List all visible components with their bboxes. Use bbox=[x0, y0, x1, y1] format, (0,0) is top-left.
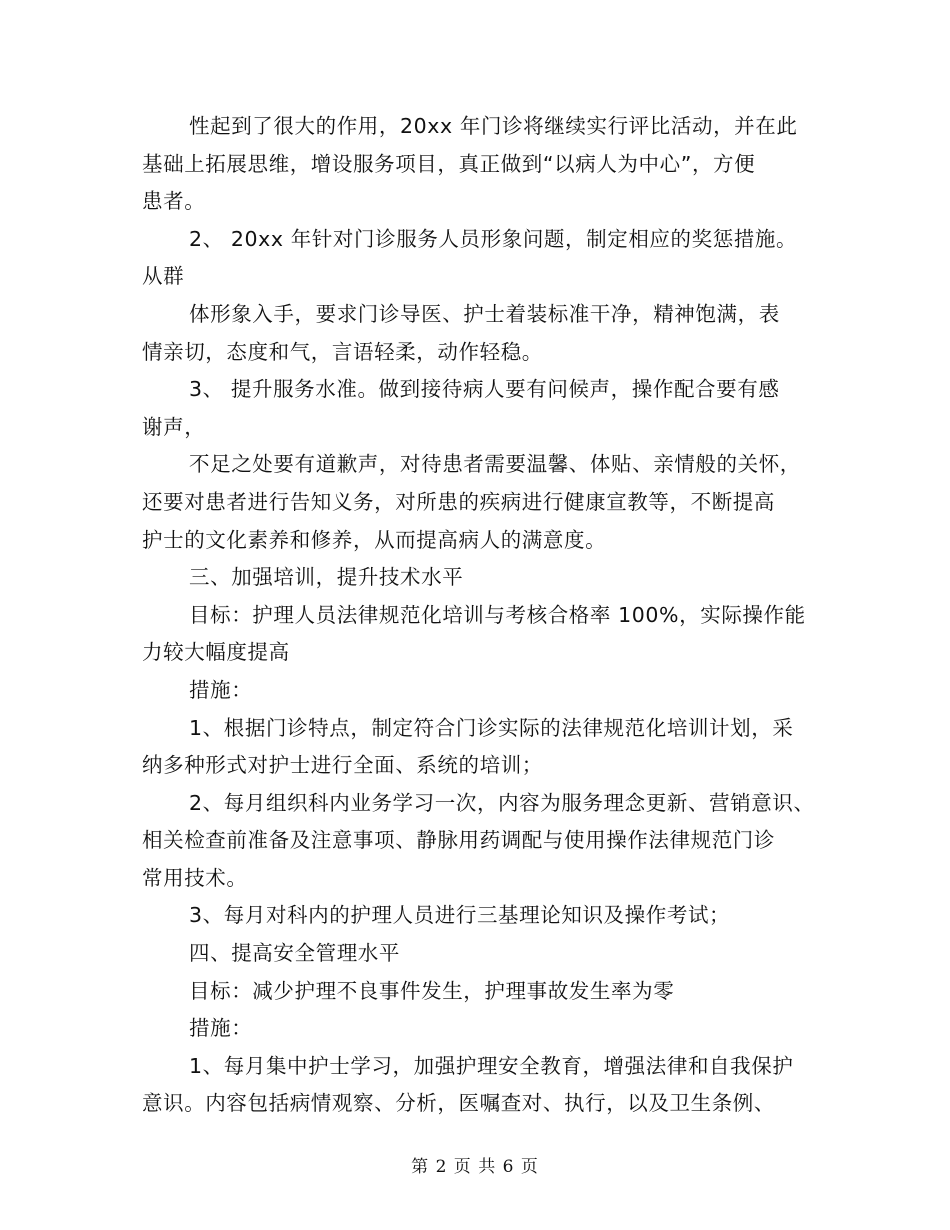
paragraph-line: 性起到了很大的作用，20xx 年门诊将继续实行评比活动，并在此 bbox=[189, 114, 798, 138]
section-heading: 四、提高安全管理水平 bbox=[189, 941, 400, 966]
paragraph-line: 还要对患者进行告知义务，对所患的疾病进行健康宣教等，不断提高 bbox=[142, 489, 775, 514]
paragraph-line: 不足之处要有道歉声，对待患者需要温馨、体贴、亲情般的关怀， bbox=[189, 452, 801, 477]
paragraph-line: 纳多种形式对护士进行全面、系统的培训； bbox=[142, 753, 543, 778]
paragraph-line: 3、 提升服务水准。做到接待病人要有问候声，操作配合要有感 bbox=[189, 377, 780, 402]
paragraph-line: 意识。内容包括病情观察、分析，医嘱查对、执行，以及卫生条例、 bbox=[142, 1091, 775, 1116]
paragraph-line: 措施： bbox=[189, 677, 253, 702]
paragraph-line: 1、根据门诊特点，制定符合门诊实际的法律规范化培训计划，采 bbox=[189, 715, 794, 740]
paragraph-line: 常用技术。 bbox=[142, 865, 248, 890]
paragraph-line: 患者。 bbox=[142, 189, 206, 214]
paragraph-line: 措施： bbox=[189, 1016, 253, 1041]
paragraph-line: 相关检查前准备及注意事项、静脉用药调配与使用操作法律规范门诊 bbox=[142, 828, 775, 853]
paragraph-line: 目标：减少护理不良事件发生，护理事故发生率为零 bbox=[189, 978, 675, 1003]
paragraph-line: 力较大幅度提高 bbox=[142, 640, 290, 665]
paragraph-line: 1、每月集中护士学习，加强护理安全教育，增强法律和自我保护 bbox=[189, 1053, 794, 1078]
paragraph-line: 体形象入手，要求门诊导医、护士着装标准干净，精神饱满，表 bbox=[189, 301, 780, 326]
paragraph-line: 2、每月组织科内业务学习一次，内容为服务理念更新、营销意识、 bbox=[189, 790, 815, 815]
section-heading: 三、加强培训，提升技术水平 bbox=[189, 565, 464, 590]
paragraph-line: 2、 20xx 年针对门诊服务人员形象问题，制定相应的奖惩措施。 bbox=[189, 226, 798, 251]
paragraph-line: 从群 bbox=[142, 264, 185, 289]
paragraph-line: 3、每月对科内的护理人员进行三基理论知识及操作考试； bbox=[189, 903, 731, 928]
paragraph-line: 谢声， bbox=[142, 414, 206, 439]
paragraph-line: 情亲切，态度和气，言语轻柔，动作轻稳。 bbox=[142, 339, 543, 364]
page-number-footer: 第 2 页 共 6 页 bbox=[411, 1157, 539, 1177]
document-body bbox=[142, 108, 824, 1123]
paragraph-line: 目标：护理人员法律规范化培训与考核合格率 100%，实际操作能 bbox=[189, 602, 806, 627]
paragraph-line: 基础上拓展思维，增设服务项目，真正做到“以病人为中心”，方便 bbox=[142, 151, 756, 176]
paragraph-line: 护士的文化素养和修养，从而提高病人的满意度。 bbox=[142, 527, 607, 552]
